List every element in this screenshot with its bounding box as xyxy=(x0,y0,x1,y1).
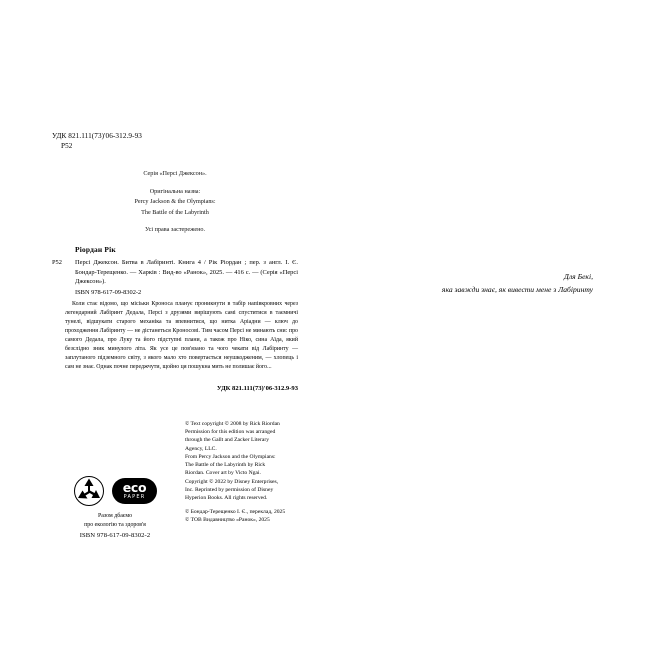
original-title-line-1: Percy Jackson & the Olympians: xyxy=(134,198,216,206)
eco-caption-line-2: про екологію та здоров'я xyxy=(84,521,146,528)
eco-paper-badge xyxy=(112,478,157,504)
udk-top-block xyxy=(52,131,142,152)
eco-caption-line-1: Разом дбаємо xyxy=(97,513,133,519)
copyright-line: The Battle of the Labyrinth by Rick xyxy=(185,462,266,469)
recycle-icon xyxy=(73,475,105,507)
copyright-line: © Text copyright © 2008 by Rick Riordan xyxy=(185,421,280,427)
eco-caption xyxy=(55,512,175,529)
bib-signature: Р52 xyxy=(52,259,62,266)
eco-block xyxy=(55,474,175,539)
eco-badge-sub-text: PAPER xyxy=(123,494,146,501)
copyright-line: Copyright © 2022 by Disney Enterprises, xyxy=(185,478,279,485)
series-name: Серія «Персі Джексон». xyxy=(143,170,207,177)
eco-logo-row xyxy=(55,474,175,508)
rights-reserved-note: Усі права застережено. xyxy=(144,226,206,234)
copyright-line: From Percy Jackson and the Olympians: xyxy=(185,453,276,460)
copyright-line: Agency, LLC. xyxy=(185,445,217,452)
copyright-line: Hyperion Books. All rights reserved. xyxy=(185,494,268,501)
series-and-original-title-block xyxy=(52,169,298,236)
eco-badge-main-text: eco xyxy=(122,479,147,495)
dedication-block xyxy=(378,270,593,297)
isbn-bottom: ISBN 978-617-09-8302-2 xyxy=(79,532,151,540)
spacer xyxy=(52,180,298,187)
copyright-line: Riordan. Cover art by Victo Ngai. xyxy=(185,470,261,477)
catalog-code: Р52 xyxy=(61,142,73,151)
bib-text: Персі Джексон. Битва в Лабіринті. Книга 4 / Рік Ріордан ; пер. з англ. І. Є. Бондар-Терещенко. — Харків : Вид-во «Ранок», 2025. — 416 с. — (Серія «Персі Джексон»). xyxy=(75,259,298,286)
dedication-line-1: Для Бекі, xyxy=(564,272,593,281)
bibliographic-description xyxy=(52,258,298,297)
publisher-copyright-line: © ТОВ Видавництво «Ранок», 2025 xyxy=(185,517,270,524)
book-annotation: Коли стає відомо, що місіьки Кроноса планує проникнути в табір напівкровних через легендарний Лабіринт Дедала, Персі з друзями вирішують самі спуститися в таємничі тунелі, відшукати старого механіка та впевнитися, що нитка Аріадни — ключ до проходження Лабіринту — не дістанеться Кроносові. Тим часом Персі не минають сни: про самого Дедала, про Луку та його підступні плани, а також про Ніко, сина Аїда, який безслідно зник минулого літа. Як усе це пов'язано та чого чекати від Лабіринту — заплутаного підземного світу, з якого мало хто повертається неушкодженим, — хлопець і сам не знає. Однак почне переджчути, щойно ця пошукна мить не полишає його... xyxy=(65,301,298,370)
copyright-line: through the Gallt and Zacker Literary xyxy=(185,437,270,444)
spacer xyxy=(52,218,298,225)
original-title-label: Оригінальна назва: xyxy=(149,187,201,195)
isbn-main: ISBN 978-617-09-8302-2 xyxy=(75,288,142,296)
dedication-line-2: яка завжди знає, як вивести мене з Лабіринту xyxy=(441,285,593,295)
copyright-block xyxy=(185,420,298,525)
udk-bottom-code: УДК 821.111(73)'06-312.9-93 xyxy=(216,385,298,392)
copyright-line: Permission for this edition was arranged xyxy=(185,429,276,436)
udk-code: УДК 821.111(73)'06-312.9-93 xyxy=(52,132,142,140)
original-title-line-2: The Battle of the Labyrinth xyxy=(141,208,209,216)
author-name: Ріордан Рік xyxy=(75,245,116,254)
translation-copyright-line: © Бондар-Терещенко І. Є., переклад, 2025 xyxy=(185,509,286,516)
copyright-line: Inc. Reprinted by permission of Disney xyxy=(185,486,274,493)
